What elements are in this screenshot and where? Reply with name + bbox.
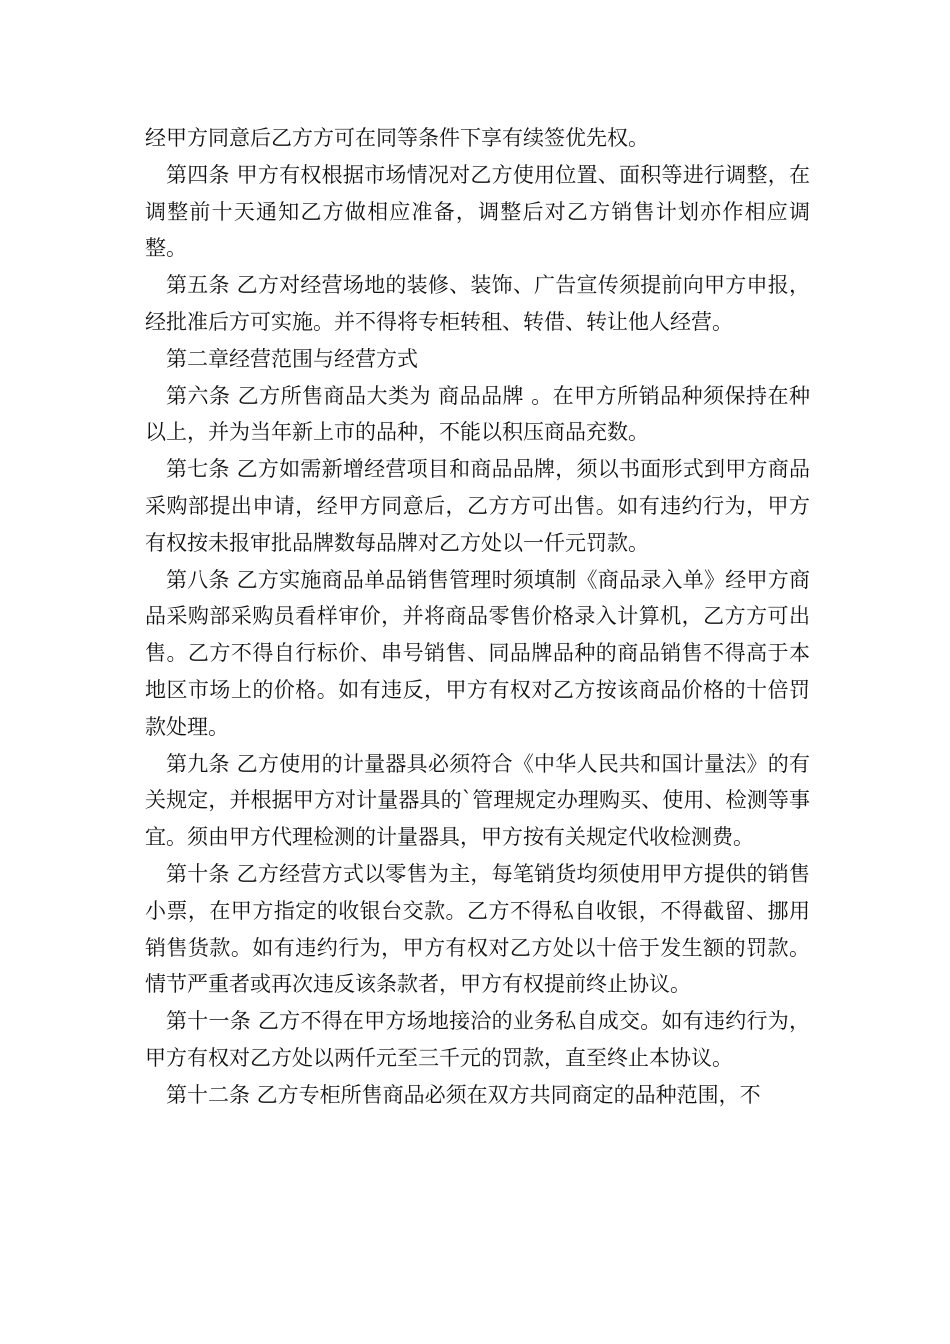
article-7: 第七条 乙方如需新增经营项目和商品品牌，须以书面形式到甲方商品采购部提出申请，经甲方同意后，乙方方可出售。如有违约行为，甲方有权按未报审批品牌数每品牌对乙方处以一仟元罚款。 — [145, 457, 810, 555]
article-10: 第十条 乙方经营方式以零售为主，每笔销货均须使用甲方提供的销售小票，在甲方指定的收银台交款。乙方不得私自收银，不得截留、挪用销售货款。如有违约行为，甲方有权对乙方处以十倍于发生额的罚款。情节严重者或再次违反该条款者，甲方有权提前终止协议。 — [145, 861, 810, 997]
chapter-2-heading: 第二章经营范围与经营方式 — [166, 346, 418, 371]
article-12: 第十二条 乙方专柜所售商品必须在双方共同商定的品种范围，不 — [166, 1082, 761, 1107]
paragraph-continuation: 经甲方同意后乙方方可在同等条件下享有续签优先权。 — [145, 126, 649, 150]
article-6: 第六条 乙方所售商品大类为 商品品牌 。在甲方所销品种须保持在种以上，并为当年新上市的品种，不能以积压商品充数。 — [145, 383, 810, 445]
article-5: 第五条 乙方对经营场地的装修、装饰、广告宣传须提前向甲方申报，经批准后方可实施。并不得将专柜转租、转借、转让他人经营。 — [145, 273, 810, 334]
article-8: 第八条 乙方实施商品单品销售管理时须填制《商品录入单》经甲方商品采购部采购员看样审价，并将商品零售价格录入计算机，乙方方可出售。乙方不得自行标价、串号销售、同品牌品种的商品销售不得高于本地区市场上的价格。如有违反，甲方有权对乙方按该商品价格的十倍罚款处理。 — [145, 567, 810, 739]
article-11: 第十一条 乙方不得在甲方场地接洽的业务私自成交。如有违约行为，甲方有权对乙方处以两仟元至三千元的罚款，直至终止本协议。 — [145, 1009, 810, 1070]
document-body — [145, 120, 810, 1114]
article-9: 第九条 乙方使用的计量器具必须符合《中华人民共和国计量法》的有关规定，并根据甲方对计量器具的`管理规定办理购买、使用、检测等事宜。须由甲方代理检测的计量器具，甲方按有关规定代收检测费。 — [145, 751, 810, 850]
article-4: 第四条 甲方有权根据市场情况对乙方使用位置、面积等进行调整，在调整前十天通知乙方做相应准备，调整后对乙方销售计划亦作相应调整。 — [145, 162, 810, 261]
